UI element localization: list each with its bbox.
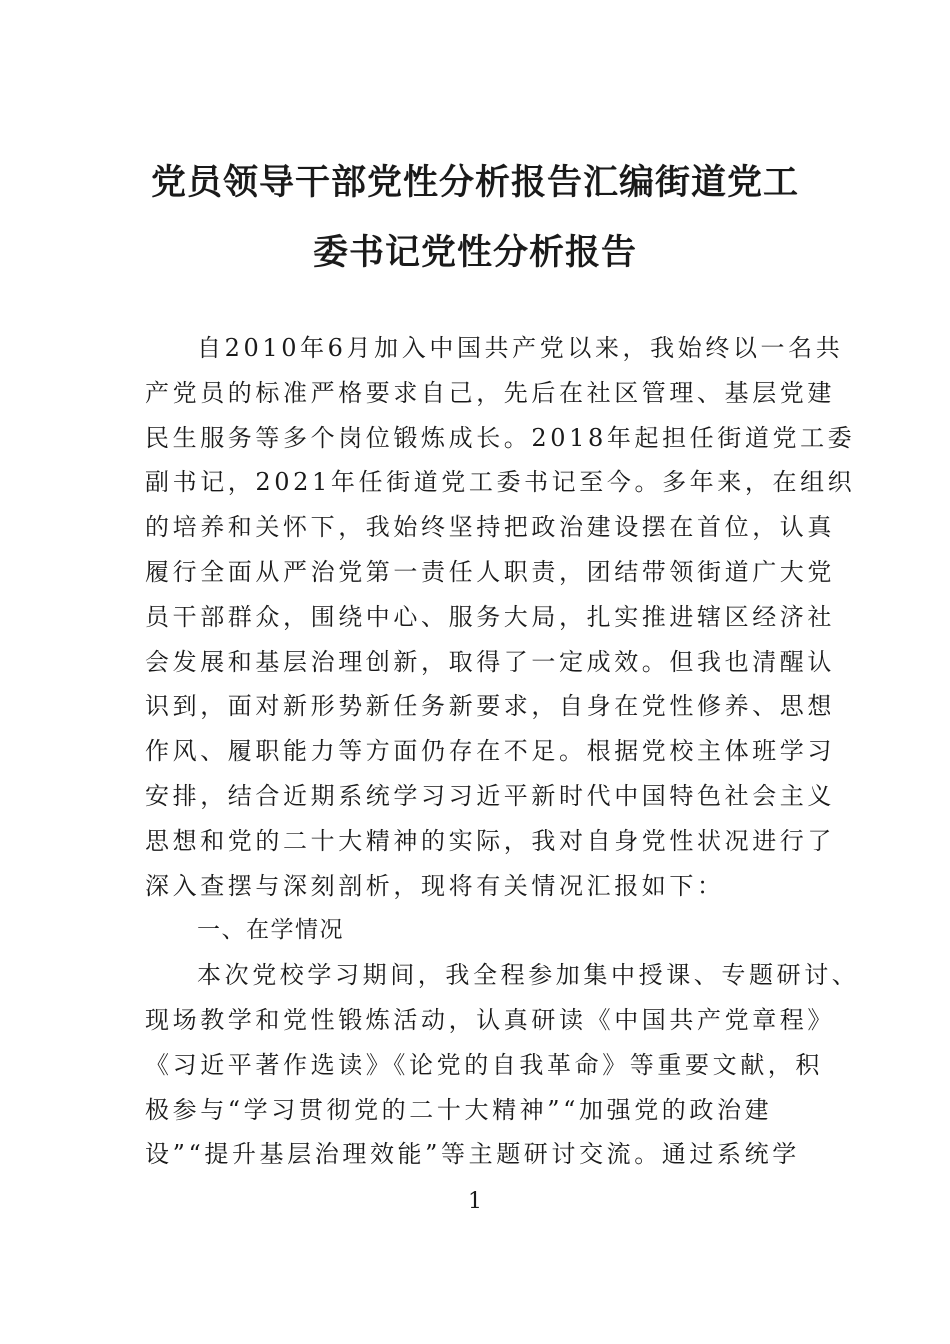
paragraph-line: 作风、履职能力等方面仍存在不足。根据党校主体班学习 [145,737,835,766]
document-title-line-1: 党员领导干部党性分析报告汇编街道党工 [150,163,799,203]
paragraph-line: 现场教学和党性锻炼活动，认真研读《中国共产党章程》 [145,1005,835,1034]
paragraph-line: 员干部群众，围绕中心、服务大局，扎实推进辖区经济社 [145,602,835,631]
paragraph-line: 安排，结合近期系统学习习近平新时代中国特色社会主义 [145,781,835,810]
paragraph-line: 极参与“学习贯彻党的二十大精神”“加强党的政治建 [145,1095,773,1124]
paragraph-line: 的培养和关怀下，我始终坚持把政治建设摆在首位，认真 [145,513,835,542]
paragraph-line: 产党员的标准严格要求自己，先后在社区管理、基层党建 [145,378,835,407]
paragraph-line: 设”“提升基层治理效能”等主题研讨交流。通过系统学 [145,1140,800,1169]
paragraph-line: 履行全面从严治党第一责任人职责，团结带领街道广大党 [145,557,835,586]
section-heading: 一、在学情况 [197,917,344,944]
document-title-line-2: 委书记党性分析报告 [312,233,637,273]
paragraph-line: 副书记，2021年任街道党工委书记至今。多年来，在组织 [145,468,856,497]
paragraph-line: 思想和党的二十大精神的实际，我对自身党性状况进行了 [145,826,835,855]
paragraph-line: 自2010年6月加入中国共产党以来，我始终以一名共 [197,334,844,362]
paragraph-line: 深入查摆与深刻剖析，现将有关情况汇报如下： [145,871,725,900]
paragraph-line: 会发展和基层治理创新，取得了一定成效。但我也清醒认 [145,647,835,676]
paragraph-line: 识到，面对新形势新任务新要求，自身在党性修养、思想 [145,692,835,721]
page-number: 1 [468,1189,482,1214]
paragraph-line: 《习近平著作选读》《论党的自我革命》等重要文献，积 [145,1050,823,1079]
paragraph-line: 本次党校学习期间，我全程参加集中授课、专题研讨、 [197,961,860,990]
document-body [145,326,860,1177]
paragraph-line: 民生服务等多个岗位锻炼成长。2018年起担任街道党工委 [145,423,856,452]
